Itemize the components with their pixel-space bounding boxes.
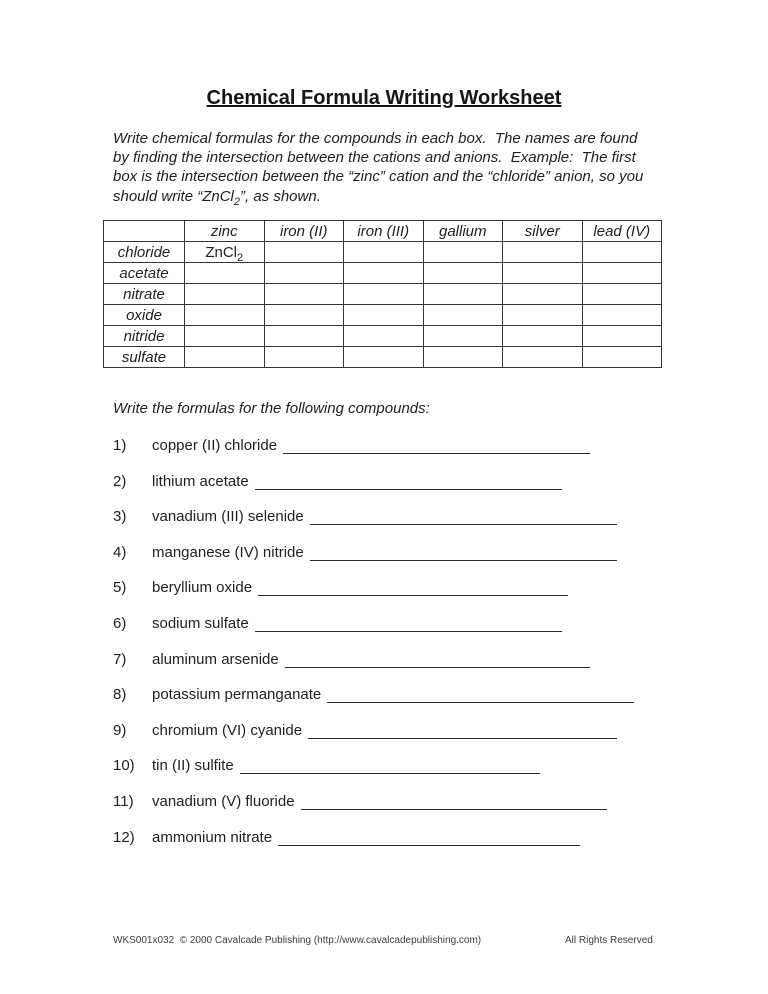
question-number: 1): [113, 437, 127, 454]
table-cell-empty: [264, 347, 344, 368]
table-cell-empty: [582, 263, 662, 284]
question-number: 8): [113, 686, 127, 703]
question-number: 5): [113, 579, 127, 596]
question-label: aluminum arsenide: [152, 651, 279, 668]
table-cell-empty: [423, 242, 503, 263]
intro-line-4-text: should write “ZnCl: [113, 187, 234, 205]
question-row-10: [113, 757, 540, 774]
answer-blank: [301, 793, 607, 810]
table-row-nitrate: [104, 284, 662, 305]
page-title: Chemical Formula Writing Worksheet: [206, 87, 562, 109]
table-cell-empty: [264, 305, 344, 326]
intro-formula-subscript: 2: [233, 195, 240, 208]
table-cell-empty: [185, 326, 265, 347]
question-row-5: [113, 579, 568, 596]
question-label: lithium acetate: [152, 473, 249, 490]
question-label: potassium permanganate: [152, 686, 322, 703]
table-cell-empty: [185, 263, 265, 284]
intro-line-4-suffix: ”, as shown.: [240, 187, 321, 205]
table-cell-empty: [344, 326, 424, 347]
table-header-row: [104, 221, 662, 242]
table-cell-empty: [423, 263, 503, 284]
table-cell-empty: [264, 242, 344, 263]
table-row-sulfate: [104, 347, 662, 368]
question-number: 2): [113, 473, 127, 490]
table-corner-cell: [104, 221, 185, 242]
table-cell-empty: [264, 326, 344, 347]
answer-blank: [310, 544, 617, 561]
question-row-11: [113, 793, 607, 810]
row-header-acetate: acetate: [104, 263, 185, 284]
question-number: 11): [113, 793, 134, 810]
answer-blank: [310, 508, 617, 525]
question-label: vanadium (III) selenide: [152, 508, 304, 525]
table-cell-empty: [344, 347, 424, 368]
question-label: chromium (VI) cyanide: [152, 722, 303, 739]
question-number: 12): [113, 829, 135, 846]
table-cell-empty: [423, 347, 503, 368]
table-cell-empty: [264, 284, 344, 305]
question-label: sodium sulfate: [152, 615, 249, 632]
table-cell-empty: [423, 305, 503, 326]
table-row-acetate: [104, 263, 662, 284]
question-row-3: [113, 508, 617, 525]
question-label: tin (II) sulfite: [152, 757, 234, 774]
table-cell-empty: [344, 284, 424, 305]
cell-zinc-chloride-example: [185, 242, 265, 263]
intro-line-1: Write chemical formulas for the compounds in each box. The names are found: [113, 130, 638, 147]
table-cell-empty: [582, 347, 662, 368]
formula-table: [103, 220, 662, 368]
table-row-chloride: [104, 242, 662, 263]
question-number: 4): [113, 544, 127, 561]
col-header-gallium: gallium: [423, 221, 503, 242]
table-cell-empty: [503, 305, 583, 326]
answer-blank: [285, 651, 590, 668]
question-label: copper (II) chloride: [152, 437, 278, 454]
answer-blank: [278, 829, 580, 846]
col-header-iron-ii: iron (II): [264, 221, 344, 242]
table-row-nitride: [104, 326, 662, 347]
table-cell-empty: [582, 326, 662, 347]
question-row-7: [113, 651, 590, 668]
table-cell-empty: [503, 347, 583, 368]
question-row-6: [113, 615, 562, 632]
table-row-oxide: [104, 305, 662, 326]
answer-blank: [255, 615, 562, 632]
answer-blank: [258, 579, 568, 596]
question-row-2: [113, 473, 562, 490]
table-cell-empty: [185, 284, 265, 305]
question-row-1: [113, 437, 590, 454]
table-cell-empty: [344, 263, 424, 284]
footer-publisher-text: WKS001x032 © 2000 Cavalcade Publishing (http://www.cavalcadepublishing.com): [113, 935, 482, 946]
table-cell-empty: [185, 347, 265, 368]
table-cell-empty: [264, 263, 344, 284]
answer-blank: [255, 473, 562, 490]
table-cell-empty: [503, 284, 583, 305]
question-label: vanadium (V) fluoride: [152, 793, 295, 810]
question-label: ammonium nitrate: [152, 829, 273, 846]
question-row-9: [113, 722, 617, 739]
table-cell-empty: [503, 326, 583, 347]
row-header-nitride: nitride: [104, 326, 185, 347]
answer-blank: [327, 686, 634, 703]
row-header-sulfate: sulfate: [104, 347, 185, 368]
intro-line-2: by finding the intersection between the cations and anions. Example: The first: [113, 149, 636, 167]
row-header-oxide: oxide: [104, 305, 185, 326]
col-header-silver: silver: [503, 221, 583, 242]
question-number: 6): [113, 615, 127, 632]
answer-blank: [308, 722, 617, 739]
row-header-chloride: chloride: [104, 242, 185, 263]
row-header-nitrate: nitrate: [104, 284, 185, 305]
question-number: 7): [113, 651, 127, 668]
question-number: 9): [113, 722, 127, 739]
table-cell-empty: [344, 305, 424, 326]
table-cell-empty: [423, 326, 503, 347]
question-row-8: [113, 686, 634, 703]
question-label: beryllium oxide: [152, 579, 253, 596]
table-cell-empty: [582, 242, 662, 263]
footer-rights-text: All Rights Reserved: [565, 935, 653, 946]
col-header-lead-iv: lead (IV): [582, 221, 662, 242]
questions-heading: Write the formulas for the following compounds:: [113, 400, 430, 417]
col-header-zinc: zinc: [185, 221, 265, 242]
question-label: manganese (IV) nitride: [152, 544, 304, 561]
intro-line-4: [113, 187, 673, 206]
answer-blank: [240, 757, 540, 774]
table-cell-empty: [185, 305, 265, 326]
col-header-iron-iii: iron (III): [344, 221, 424, 242]
question-row-4: [113, 544, 617, 561]
example-formula-subscript: 2: [237, 251, 244, 263]
intro-line-3: box is the intersection between the “zinc” cation and the “chloride” anion, so you: [113, 168, 644, 186]
table-cell-empty: [582, 284, 662, 305]
table-cell-empty: [423, 284, 503, 305]
table-cell-empty: [503, 242, 583, 263]
answer-blank: [283, 437, 590, 454]
example-formula-base: ZnCl: [205, 243, 238, 261]
table-cell-empty: [344, 242, 424, 263]
question-row-12: [113, 829, 580, 846]
intro-paragraph: [113, 129, 673, 206]
table-cell-empty: [503, 263, 583, 284]
table-cell-empty: [582, 305, 662, 326]
question-number: 10): [113, 757, 135, 774]
question-number: 3): [113, 508, 127, 525]
